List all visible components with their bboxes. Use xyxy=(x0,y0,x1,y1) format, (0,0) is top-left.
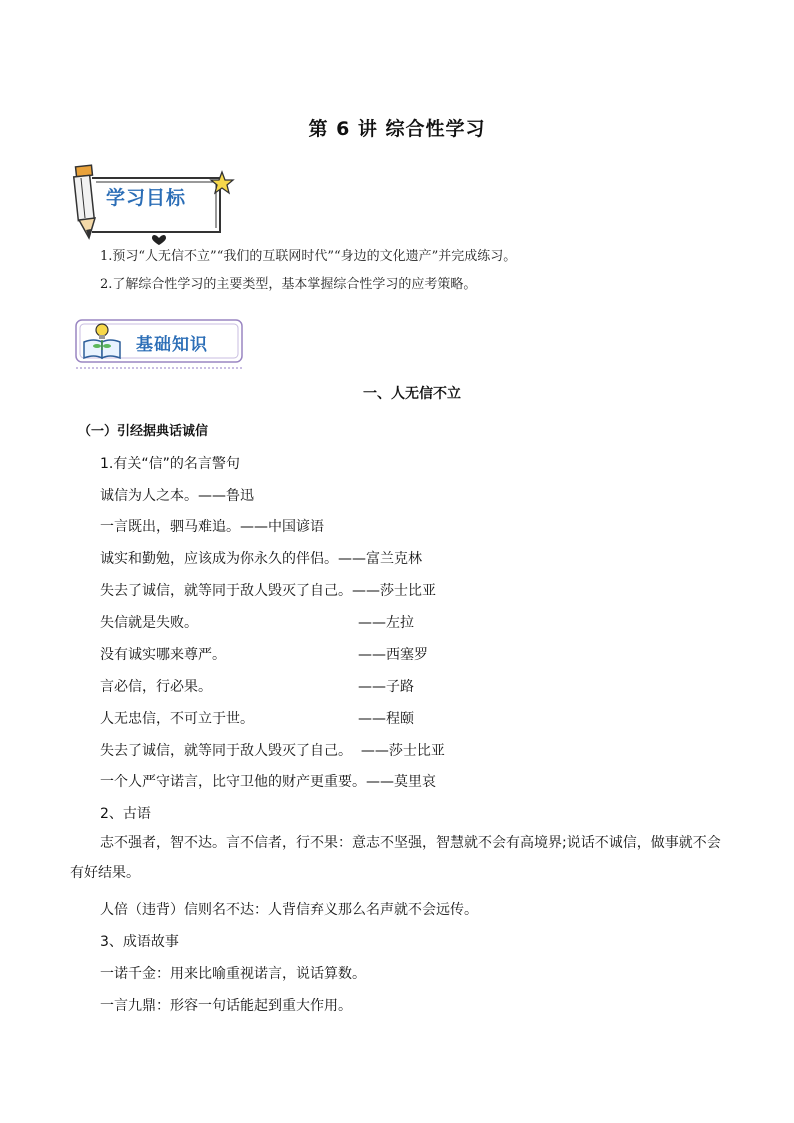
learning-goals-banner xyxy=(70,160,240,250)
basic-knowledge-label: 基础知识 xyxy=(136,335,208,355)
quote-aligned-4 xyxy=(100,708,414,728)
quote-aligned-3 xyxy=(100,676,414,696)
ancient-paragraph-1: 志不强者，智不达。言不信者，行不果：意志不坚强，智慧就不会有高境界;说话不诚信，做事就不会有好结果。 xyxy=(70,835,721,881)
section-heading: 一、人无信不立 xyxy=(363,386,461,402)
quote-line-4: 失去了诚信，就等同于敌人毁灭了自己。——莎士比亚 xyxy=(100,583,436,599)
quote-author: ——西塞罗 xyxy=(358,647,428,663)
quote-text: 没有诚实哪来尊严。 xyxy=(100,647,226,663)
quote-text: 言必信，行必果。 xyxy=(100,679,212,695)
ancient-heading: 2、古语 xyxy=(100,806,151,822)
quote-line-1: 诚信为人之本。——鲁迅 xyxy=(100,488,254,504)
idiom-line-1: 一诺千金：用来比喻重视诺言，说话算数。 xyxy=(100,966,366,982)
goal-item-1: 1.预习“人无信不立”“我们的互联网时代”“身边的文化遗产”并完成练习。 xyxy=(100,249,517,264)
ancient-paragraph-2: 人倍（违背）信则名不达：人背信弃义那么名声就不会远传。 xyxy=(100,902,478,918)
quote-line-2: 一言既出，驷马难追。——中国谚语 xyxy=(100,519,324,535)
idiom-heading: 3、成语故事 xyxy=(100,934,179,950)
quote-author: ——左拉 xyxy=(358,615,414,631)
quotes-heading: 1.有关“信”的名言警句 xyxy=(100,456,240,472)
quote-text: 人无忠信，不可立于世。 xyxy=(100,711,254,727)
quote-author: ——程颐 xyxy=(358,711,414,727)
quote-line-3: 诚实和勤勉，应该成为你永久的伴侣。——富兰克林 xyxy=(100,551,422,567)
quote-aligned-1 xyxy=(100,612,414,632)
quote-text: 失信就是失败。 xyxy=(100,615,198,631)
learning-goals-label: 学习目标 xyxy=(106,187,187,209)
basic-knowledge-banner xyxy=(74,316,246,372)
sub-heading: （一）引经据典话诚信 xyxy=(78,424,209,439)
idiom-line-2: 一言九鼎：形容一句话能起到重大作用。 xyxy=(100,998,352,1014)
goal-item-2: 2.了解综合性学习的主要类型，基本掌握综合性学习的应考策略。 xyxy=(100,277,477,292)
quote-line-6: 一个人严守诺言，比守卫他的财产更重要。——莫里哀 xyxy=(100,774,436,790)
quote-author: ——子路 xyxy=(358,679,414,695)
quote-aligned-2 xyxy=(100,644,428,664)
quote-line-5: 失去了诚信，就等同于敌人毁灭了自己。 ——莎士比亚 xyxy=(100,743,445,759)
page-title: 第 6 讲 综合性学习 xyxy=(308,118,486,140)
